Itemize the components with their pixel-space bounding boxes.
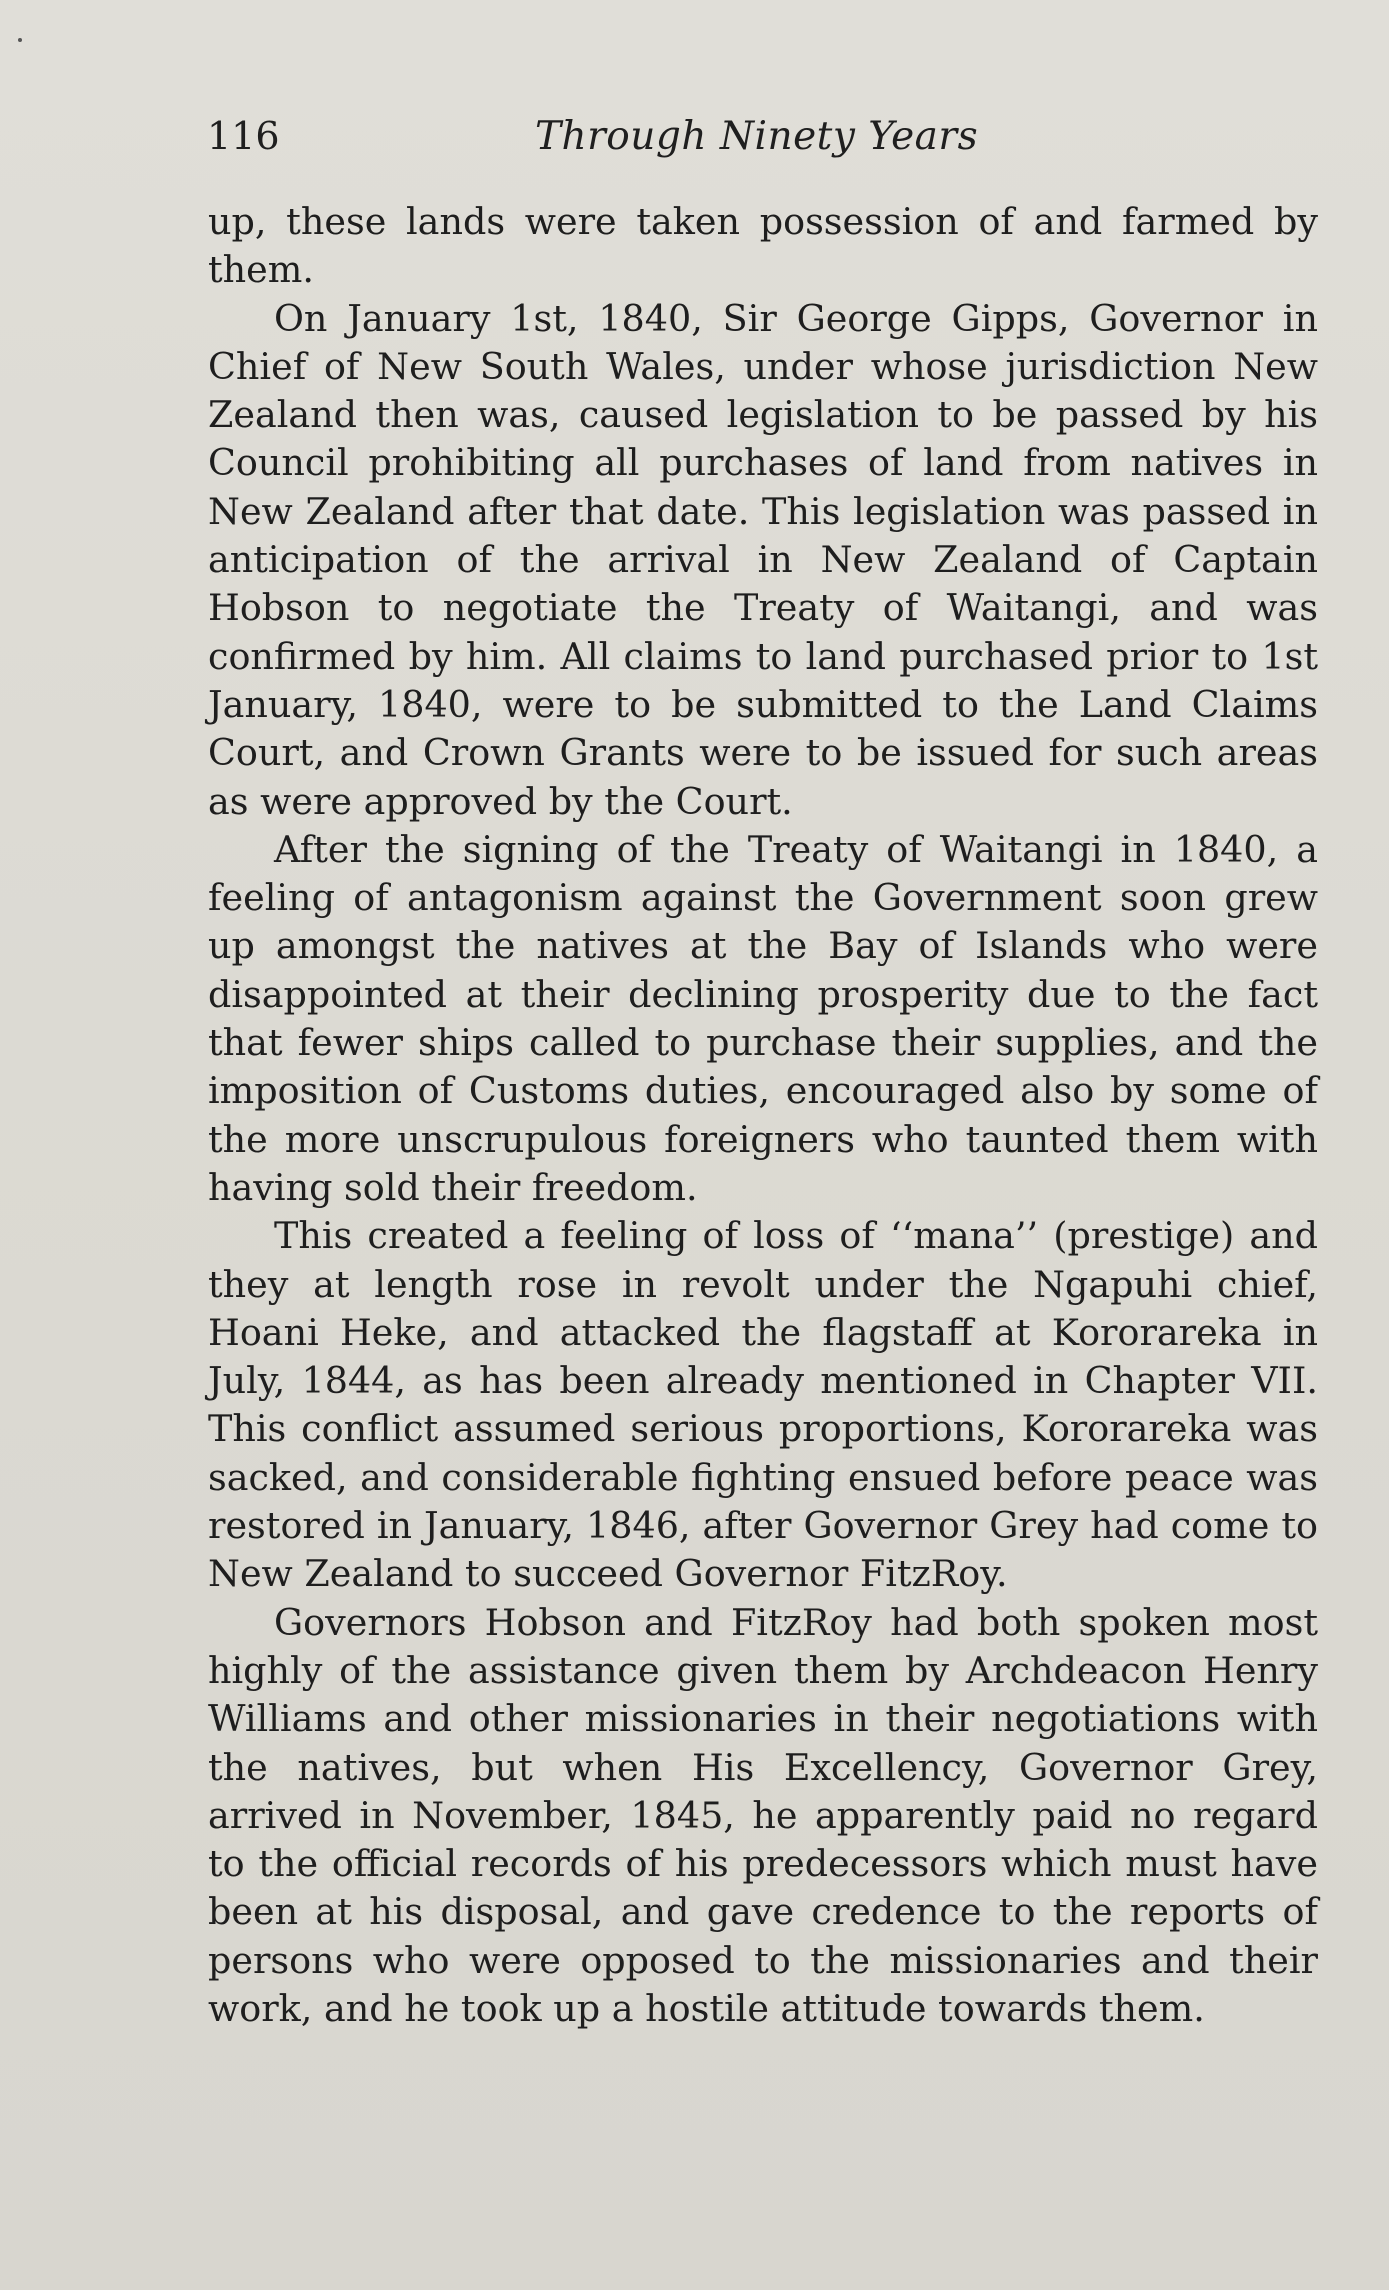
body-text xyxy=(208,198,1318,2033)
paragraph-antagonism: After the signing of the Treaty of Waitangi in 1840, a feeling of antagonism against the Government soon grew up amongst the natives at the Bay of Islands who were disappointed at their declining prosperity due to the fact that fewer ships called to purchase their supplies, and the imposition of Customs duties, encouraged also by some of the more unscrupulous foreigners who taunted them with having sold their freedom. xyxy=(208,827,1318,1209)
paper-speck xyxy=(18,38,22,42)
paragraph-continuation: up, these lands were taken possession of and farmed by them. xyxy=(208,200,1318,292)
page-header xyxy=(207,110,1319,170)
running-title: Through Ninety Years xyxy=(535,114,979,159)
paragraph-governor-grey: Governors Hobson and FitzRoy had both spoken most highly of the assistance given them by Archdeacon Henry Williams and other missionaries in their negotiations with the natives, but when His Excellency, Governor Grey, arrived in November, 1845, he apparently paid no regard to the official records of his predecessors which must have been at his disposal, and gave credence to the reports of persons who were opposed to the missionaries and their work, and he took up a hostile attitude towards them. xyxy=(208,1600,1318,2030)
paragraph-revolt: This created a feeling of loss of ‘‘mana’’ (prestige) and they at length rose in revolt under the Ngapuhi chief, Hoani Heke, and attacked the flagstaff at Kororareka in July, 1844, as has been already mentioned in Chapter VII. This conflict assumed serious proportions, Kororareka was sacked, and considerable fighting ensued before peace was restored in January, 1846, after Governor Grey had come to New Zealand to succeed Governor FitzRoy. xyxy=(208,1214,1318,1596)
page-number: 116 xyxy=(207,114,280,158)
paragraph-gipps-legislation: On January 1st, 1840, Sir George Gipps, Governor in Chief of New South Wales, under whose jurisdiction New Zealand then was, caused legislation to be passed by his Council prohibiting all purchases of land from natives in New Zealand after that date. This legislation was passed in anticipation of the arrival in New Zealand of Captain Hobson to negotiate the Treaty of Waitangi, and was confirmed by him. All claims to land purchased prior to 1st January, 1840, were to be submitted to the Land Claims Court, and Crown Grants were to be issued for such areas as were approved by the Court. xyxy=(208,296,1318,823)
